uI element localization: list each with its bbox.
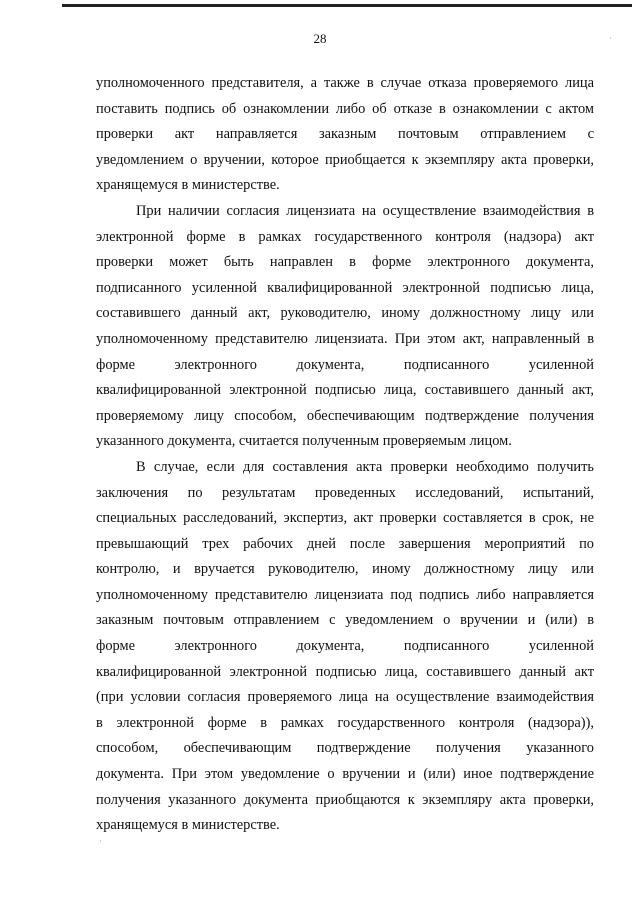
text-line: проверки может быть направлен в форме электронного документа, bbox=[96, 254, 594, 271]
text-line: При наличии согласия лицензиата на осуществление взаимодействия в bbox=[136, 202, 594, 219]
paragraph bbox=[96, 199, 594, 455]
paragraph bbox=[96, 71, 594, 199]
text-line: заключения по результатам проведенных исследований, испытаний, bbox=[96, 484, 594, 501]
text-line: квалифицированной электронной подписью лица, составившего данный акт, bbox=[96, 382, 594, 399]
text-line: специальных расследований, экспертиз, акт проверки составляется в срок, не bbox=[96, 510, 594, 527]
text-line: проверки акт направляется заказным почтовым отправлением с bbox=[96, 126, 594, 143]
text-line: форме электронного документа, подписанного усиленной bbox=[96, 356, 594, 373]
text-line: квалифицированной электронной подписью лица, составившего данный акт bbox=[96, 663, 594, 680]
text-line: превышающий трех рабочих дней после завершения мероприятий по bbox=[96, 535, 594, 552]
scan-mark: · bbox=[609, 34, 612, 43]
text-line: уполномоченному представителю лицензиата под подпись либо направляется bbox=[96, 586, 594, 603]
text-line: в электронной форме в рамках государственного контроля (надзора)), bbox=[96, 714, 594, 731]
text-line: В случае, если для составления акта проверки необходимо получить bbox=[136, 458, 594, 475]
text-line: контролю, и вручается руководителю, иному должностному лицу или bbox=[96, 561, 594, 578]
text-line: заказным почтовым отправлением с уведомлением о вручении и (или) в bbox=[96, 612, 594, 629]
text-line: хранящемуся в министерстве. bbox=[96, 817, 280, 834]
text-line: получения указанного документа приобщаются к экземпляру акта проверки, bbox=[96, 791, 594, 808]
text-line: хранящемуся в министерстве. bbox=[96, 177, 280, 194]
paragraph bbox=[96, 455, 594, 839]
text-line: составившего данный акт, руководителю, иному должностному лицу или bbox=[96, 305, 594, 322]
text-line: подписанного усиленной квалифицированной электронной подписью лица, bbox=[96, 279, 594, 296]
scan-mark: · bbox=[99, 837, 102, 846]
text-line: уполномоченному представителю лицензиата. При этом акт, направленный в bbox=[96, 330, 594, 347]
text-line: проверяемому лицу способом, обеспечивающим подтверждение получения bbox=[96, 407, 594, 424]
top-rule bbox=[62, 4, 632, 7]
text-line: электронной форме в рамках государственного контроля (надзора) акт bbox=[96, 228, 594, 245]
text-line: уполномоченного представителя, а также в случае отказа проверяемого лица bbox=[96, 75, 594, 91]
text-line: указанного документа, считается полученным проверяемым лицом. bbox=[96, 433, 512, 450]
text-line: поставить подпись об ознакомлении либо об отказе в ознакомлении с актом bbox=[96, 100, 594, 117]
text-line: документа. При этом уведомление о вручении и (или) иное подтверждение bbox=[96, 766, 594, 783]
text-line: способом, обеспечивающим подтверждение получения указанного bbox=[96, 740, 594, 757]
text-line: уведомлением о вручении, которое приобщается к экземпляру акта проверки, bbox=[96, 151, 594, 168]
text-line: форме электронного документа, подписанного усиленной bbox=[96, 638, 594, 655]
text-line: (при условии согласия проверяемого лица на осуществление взаимодействия bbox=[96, 689, 594, 706]
page-number: 28 bbox=[313, 31, 327, 46]
document-body bbox=[96, 71, 594, 839]
